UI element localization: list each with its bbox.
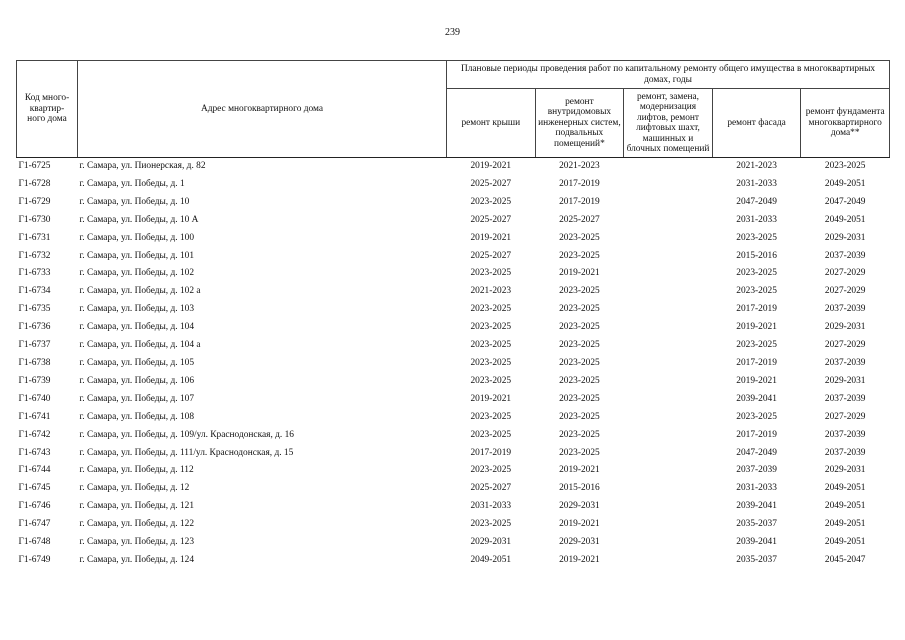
cell-roof: 2023-2025 [470,357,512,368]
cell-engineering: 2019-2021 [559,465,600,476]
cell-lifts [624,212,713,230]
cell-engineering: 2015-2016 [559,483,600,494]
cell-roof: 2023-2025 [470,340,512,351]
table-row [17,516,890,534]
cell-engineering: 2029-2031 [559,537,600,548]
cell-code: Г1-6746 [18,501,51,512]
cell-lifts [624,248,713,266]
cell-lifts [624,462,713,480]
cell-address: г. Самара, ул. Победы, д. 109/ул. Краснодонская, д. 16 [79,429,294,440]
cell-foundation: 2027-2029 [824,340,866,351]
cell-foundation: 2029-2031 [824,322,866,333]
cell-engineering: 2025-2027 [559,214,600,225]
cell-address: г. Самара, ул. Пионерская, д. 82 [79,161,206,171]
header-roof: ремонт крыши [447,89,536,158]
cell-code: Г1-6748 [18,537,51,548]
cell-facade: 2037-2039 [736,465,777,476]
header-row-top [17,61,890,89]
cell-facade: 2031-2033 [736,178,777,189]
cell-address: г. Самара, ул. Победы, д. 104 [79,322,195,333]
cell-foundation: 2023-2025 [824,161,866,171]
cell-lifts [624,516,713,534]
cell-foundation: 2049-2051 [824,214,866,225]
cell-code: Г1-6738 [18,357,51,368]
cell-engineering: 2023-2025 [559,411,600,422]
cell-code: Г1-6739 [18,375,51,386]
cell-address: г. Самара, ул. Победы, д. 121 [79,501,195,512]
cell-facade: 2017-2019 [736,429,777,440]
table-row [17,534,890,552]
cell-facade: 2023-2025 [736,268,777,279]
cell-roof: 2019-2021 [470,232,512,243]
cell-roof: 2019-2021 [470,161,512,171]
cell-engineering: 2017-2019 [559,196,600,207]
cell-lifts [624,445,713,463]
cell-foundation: 2049-2051 [824,178,866,189]
cell-address: г. Самара, ул. Победы, д. 105 [79,357,195,368]
cell-foundation: 2045-2047 [824,554,866,565]
cell-roof: 2049-2051 [470,554,512,565]
cell-facade: 2017-2019 [736,304,777,315]
cell-facade: 2039-2041 [736,393,777,404]
cell-address: г. Самара, ул. Победы, д. 103 [79,304,195,315]
cell-engineering: 2023-2025 [559,429,600,440]
table-row [17,552,890,570]
cell-facade: 2023-2025 [736,286,777,297]
cell-address: г. Самара, ул. Победы, д. 101 [79,250,195,261]
cell-address: г. Самара, ул. Победы, д. 107 [79,393,195,404]
table-row [17,319,890,337]
cell-foundation: 2049-2051 [824,537,866,548]
cell-address: г. Самара, ул. Победы, д. 106 [79,375,195,386]
cell-lifts [624,319,713,337]
cell-lifts [624,158,713,176]
cell-code: Г1-6733 [18,268,51,279]
cell-foundation: 2037-2039 [824,393,866,404]
table-row [17,445,890,463]
cell-foundation: 2027-2029 [824,268,866,279]
cell-address: г. Самара, ул. Победы, д. 1 [79,178,185,189]
table-row [17,176,890,194]
cell-facade: 2019-2021 [736,375,777,386]
header-address: Адрес многоквартирного дома [78,61,447,158]
cell-address: г. Самара, ул. Победы, д. 112 [79,465,194,476]
cell-code: Г1-6730 [18,214,51,225]
cell-lifts [624,409,713,427]
table-row [17,301,890,319]
cell-facade: 2017-2019 [736,357,777,368]
cell-facade: 2047-2049 [736,196,777,207]
table-row [17,462,890,480]
cell-engineering: 2023-2025 [559,393,600,404]
cell-facade: 2021-2023 [736,161,777,171]
cell-lifts [624,391,713,409]
header-engineering: ремонт внутридомовых инженерных систем, подвальных помещений* [535,89,624,158]
header-foundation: ремонт фундамента многоквартирного дома** [801,89,890,158]
header-periods: Плановые периоды проведения работ по капитальному ремонту общего имущества в многоквартирных домах, годы [447,61,890,89]
header-facade: ремонт фасада [712,89,801,158]
cell-roof: 2025-2027 [470,483,512,494]
cell-roof: 2025-2027 [470,250,512,261]
cell-address: г. Самара, ул. Победы, д. 10 [79,196,190,207]
cell-lifts [624,552,713,570]
cell-lifts [624,283,713,301]
cell-code: Г1-6729 [18,196,51,207]
cell-code: Г1-6742 [18,429,51,440]
cell-roof: 2029-2031 [470,537,512,548]
cell-code: Г1-6736 [18,322,51,333]
cell-engineering: 2023-2025 [559,340,600,351]
table-row [17,391,890,409]
table-row [17,498,890,516]
cell-address: г. Самара, ул. Победы, д. 122 [79,519,195,530]
cell-address: г. Самара, ул. Победы, д. 102 а [79,286,201,297]
cell-engineering: 2023-2025 [559,357,600,368]
cell-foundation: 2049-2051 [824,483,866,494]
cell-facade: 2039-2041 [736,537,777,548]
cell-code: Г1-6744 [18,465,51,476]
cell-address: г. Самара, ул. Победы, д. 111/ул. Краснодонская, д. 15 [79,447,294,458]
table-row [17,283,890,301]
cell-foundation: 2049-2051 [824,519,866,530]
cell-code: Г1-6725 [18,161,51,171]
cell-code: Г1-6747 [18,519,51,530]
cell-roof: 2023-2025 [470,322,512,333]
cell-lifts [624,230,713,248]
cell-lifts [624,355,713,373]
cell-address: г. Самара, ул. Победы, д. 100 [79,232,195,243]
cell-engineering: 2019-2021 [559,554,600,565]
cell-engineering: 2023-2025 [559,322,600,333]
cell-lifts [624,534,713,552]
capital-repair-table [16,60,890,570]
cell-roof: 2023-2025 [470,429,512,440]
header-code: Код много- квартир- ного дома [17,61,78,158]
cell-foundation: 2027-2029 [824,411,866,422]
cell-roof: 2023-2025 [470,465,512,476]
cell-lifts [624,194,713,212]
cell-facade: 2015-2016 [736,250,777,261]
cell-roof: 2023-2025 [470,411,512,422]
cell-roof: 2031-2033 [470,501,512,512]
cell-engineering: 2019-2021 [559,519,600,530]
table-row [17,337,890,355]
cell-engineering: 2021-2023 [559,161,600,171]
cell-lifts [624,176,713,194]
cell-address: г. Самара, ул. Победы, д. 108 [79,411,195,422]
cell-facade: 2019-2021 [736,322,777,333]
cell-foundation: 2029-2031 [824,465,866,476]
cell-foundation: 2049-2051 [824,501,866,512]
cell-roof: 2017-2019 [470,447,512,458]
cell-foundation: 2037-2039 [824,250,866,261]
cell-lifts [624,337,713,355]
cell-lifts [624,265,713,283]
cell-roof: 2023-2025 [470,375,512,386]
cell-address: г. Самара, ул. Победы, д. 104 а [79,340,201,351]
cell-roof: 2023-2025 [470,268,512,279]
cell-code: Г1-6741 [18,411,51,422]
cell-code: Г1-6731 [18,232,51,243]
cell-foundation: 2037-2039 [824,447,866,458]
cell-address: г. Самара, ул. Победы, д. 12 [79,483,190,494]
cell-engineering: 2023-2025 [559,304,600,315]
cell-engineering: 2023-2025 [559,447,600,458]
cell-lifts [624,373,713,391]
cell-lifts [624,498,713,516]
cell-code: Г1-6745 [18,483,51,494]
cell-code: Г1-6734 [18,286,51,297]
cell-code: Г1-6737 [18,340,51,351]
cell-address: г. Самара, ул. Победы, д. 10 А [79,214,199,225]
cell-roof: 2023-2025 [470,519,512,530]
cell-roof: 2021-2023 [470,286,512,297]
cell-foundation: 2037-2039 [824,429,866,440]
cell-address: г. Самара, ул. Победы, д. 124 [79,554,195,565]
cell-roof: 2023-2025 [470,304,512,315]
cell-engineering: 2017-2019 [559,178,600,189]
cell-facade: 2035-2037 [736,554,777,565]
cell-foundation: 2029-2031 [824,375,866,386]
cell-roof: 2019-2021 [470,393,512,404]
page-number: 239 [445,27,460,38]
cell-facade: 2023-2025 [736,340,777,351]
cell-engineering: 2023-2025 [559,286,600,297]
cell-code: Г1-6728 [18,178,51,189]
cell-lifts [624,301,713,319]
cell-code: Г1-6740 [18,393,51,404]
cell-foundation: 2047-2049 [824,196,866,207]
cell-engineering: 2019-2021 [559,268,600,279]
table-row [17,212,890,230]
cell-foundation: 2029-2031 [824,232,866,243]
cell-engineering: 2029-2031 [559,501,600,512]
cell-code: Г1-6735 [18,304,51,315]
table-row [17,427,890,445]
table-row [17,409,890,427]
table-row [17,265,890,283]
cell-lifts [624,480,713,498]
header-lifts: ремонт, замена, модернизация лифтов, ремонт лифтовых шахт, машинных и блочных помещений [624,89,713,158]
cell-roof: 2025-2027 [470,214,512,225]
cell-facade: 2035-2037 [736,519,777,530]
table-row [17,158,890,176]
cell-code: Г1-6749 [18,554,51,565]
cell-foundation: 2037-2039 [824,357,866,368]
cell-facade: 2047-2049 [736,447,777,458]
cell-roof: 2023-2025 [470,196,512,207]
cell-facade: 2039-2041 [736,501,777,512]
cell-engineering: 2023-2025 [559,375,600,386]
cell-engineering: 2023-2025 [559,232,600,243]
cell-foundation: 2027-2029 [824,286,866,297]
cell-facade: 2031-2033 [736,214,777,225]
cell-code: Г1-6732 [18,250,51,261]
cell-address: г. Самара, ул. Победы, д. 123 [79,537,195,548]
cell-engineering: 2023-2025 [559,250,600,261]
cell-roof: 2025-2027 [470,178,512,189]
table-body [17,158,890,570]
table-row [17,480,890,498]
table-row [17,373,890,391]
table-row [17,248,890,266]
table-row [17,355,890,373]
cell-facade: 2023-2025 [736,232,777,243]
cell-foundation: 2037-2039 [824,304,866,315]
table-row [17,230,890,248]
cell-facade: 2031-2033 [736,483,777,494]
cell-lifts [624,427,713,445]
cell-code: Г1-6743 [18,447,51,458]
table-row [17,194,890,212]
cell-address: г. Самара, ул. Победы, д. 102 [79,268,195,279]
table-header [17,61,890,158]
cell-facade: 2023-2025 [736,411,777,422]
